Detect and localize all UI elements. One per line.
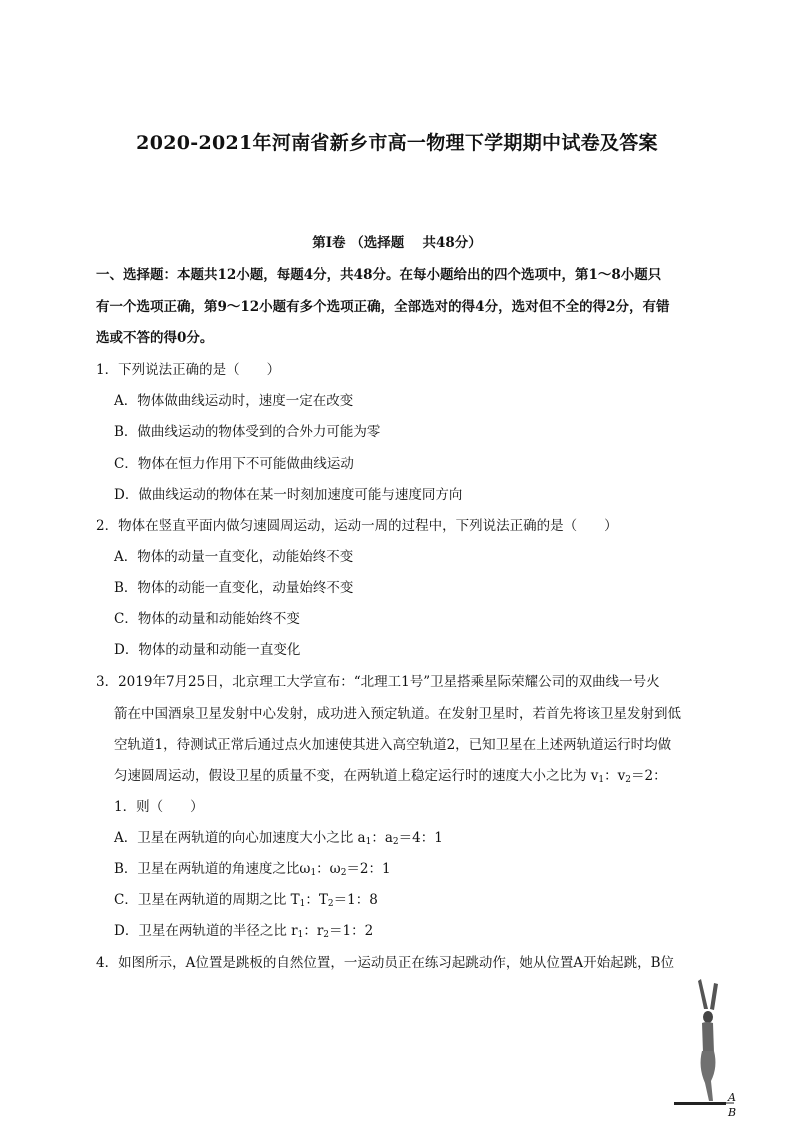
diver-torso [702,1022,714,1055]
question-3-option-a: A．卫星在两轨道的向心加速度大小之比 $a_1$：$a_2=4$：1 [114,830,443,847]
question-3-option-d: D．卫星在两轨道的半径之比 $r_1$：$r_2=1$：2 [114,923,374,940]
question-3-stem-line: 箭在中国酒泉卫星发射中心发射，成功进入预定轨道。在发射卫星时，若首先将该卫星发射到低 [114,706,681,722]
label-b: B [728,1106,737,1119]
diver-figure [660,975,740,1120]
diver-legs [701,1051,716,1101]
instruction-line: 有一个选项正确，第9～12小题有多个选项正确，全部选对的得4分，选对但不全的得2分，有错 [96,299,670,315]
exam-title: 2020-2021年河南省新乡市高一物理下学期期中试卷及答案 [136,132,658,154]
question-1-option-c: C．物体在恒力作用下不可能做曲线运动 [114,456,354,472]
question-1-stem: 1．下列说法正确的是（ ） [96,362,281,378]
question-1-option-d: D．做曲线运动的物体在某一时刻加速度可能与速度同方向 [114,487,463,503]
label-a: A [728,1091,736,1104]
question-3-stem-line: 匀速圆周运动，假设卫星的质量不变，在两轨道上稳定运行时的速度大小之比为 $v_1$：$v_2=2$： [114,768,667,785]
question-3-option-b: B．卫星在两轨道的角速度之比$\omega_1$：$\omega_2=2$：1 [114,861,391,878]
diver-head [703,1011,713,1023]
question-4-stem: 4．如图所示，A位置是跳板的自然位置，一运动员正在练习起跳动作，她从位置A开始起跳，B位 [96,955,675,971]
diver-arm-left [698,979,708,1009]
question-3-stem-line: 空轨道1，待测试正常后通过点火加速使其进入高空轨道2，已知卫星在上述两轨道运行时均做 [114,737,672,753]
question-2-option-b: B．物体的动能一直变化，动量始终不变 [114,580,354,596]
diver-arm-right [710,983,718,1010]
question-3-option-c: C．卫星在两轨道的周期之比 $T_1$：$T_2=1$：8 [114,892,378,909]
question-2-option-d: D．物体的动量和动能一直变化 [114,642,301,658]
question-1-option-a: A．物体做曲线运动时，速度一定在改变 [114,393,354,409]
springboard [674,1102,726,1105]
section-title: 第Ⅰ卷 （选择题 共48分） [312,235,482,251]
question-2-option-c: C．物体的动量和动能始终不变 [114,611,300,627]
instruction-line: 一、选择题：本题共12小题，每题4分，共48分。在每小题给出的四个选项中，第1～8小题只 [96,267,662,283]
instruction-line: 选或不答的得0分。 [96,330,214,346]
question-1-option-b: B．做曲线运动的物体受到的合外力可能为零 [114,424,381,440]
question-2-option-a: A．物体的动量一直变化，动能始终不变 [114,549,354,565]
question-3-stem-line: 3．2019年7月25日，北京理工大学宣布：“北理工1号”卫星搭乘星际荣耀公司的双曲线一号火 [96,674,660,690]
question-2-stem: 2．物体在竖直平面内做匀速圆周运动，运动一周的过程中，下列说法正确的是（ ） [96,518,618,534]
question-3-stem-line: 1．则（ ） [114,799,204,815]
